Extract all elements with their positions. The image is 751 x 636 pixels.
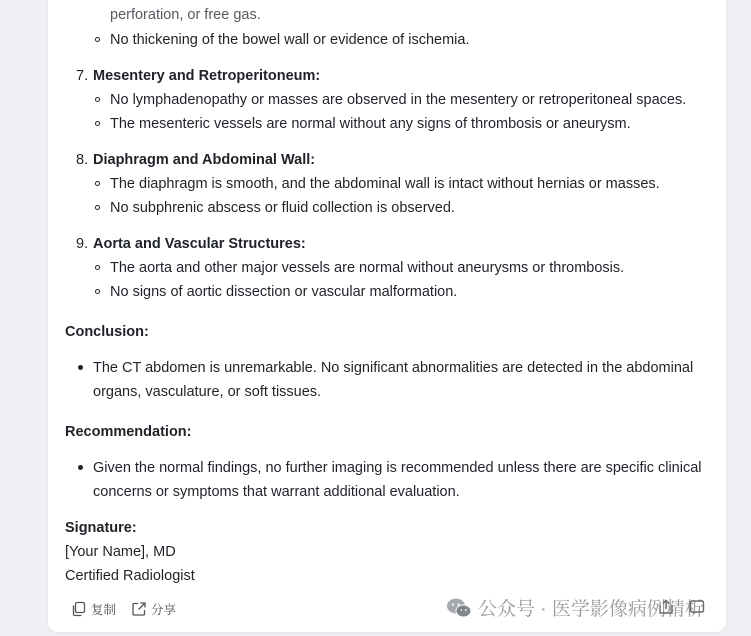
section-9-heading: Aorta and Vascular Structures:	[93, 236, 306, 252]
conclusion-line-1: The CT abdomen is unremarkable. No significant abnormalities are detected in the abdominal	[93, 360, 694, 376]
share-icon	[131, 601, 147, 617]
bullet-marker	[78, 465, 83, 470]
share-label: 分享	[151, 603, 177, 617]
conclusion-line-2: organs, vasculature, or soft tissues.	[93, 384, 322, 400]
bullet-marker	[95, 97, 100, 102]
bullet-marker	[95, 181, 100, 186]
top-bullet: No thickening of the bowel wall or evidence of ischemia.	[110, 32, 470, 48]
section-7-bullet-1: No lymphadenopathy or masses are observed in the mesentery or retroperitoneal spaces.	[110, 92, 687, 108]
section-7-heading: Mesentery and Retroperitoneum:	[93, 68, 321, 84]
signature-heading: Signature:	[65, 520, 137, 536]
watermark	[446, 594, 704, 621]
signature-name: [Your Name], MD	[65, 544, 176, 560]
section-7-bullet-2: The mesenteric vessels are normal without any signs of thrombosis or aneurysm.	[110, 116, 631, 132]
bullet-marker	[78, 365, 83, 370]
section-8-number: 8.	[76, 152, 89, 168]
recommendation-line-1: Given the normal findings, no further imaging is recommended unless there are specific clinical	[93, 460, 702, 476]
wechat-icon	[446, 597, 472, 619]
section-8-bullet-2: No subphrenic abscess or fluid collection is observed.	[110, 200, 455, 216]
section-9-bullet-1: The aorta and other major vessels are normal without aneurysms or thrombosis.	[110, 260, 625, 276]
watermark-text: 公众号 · 医学影像病例精析	[478, 599, 704, 620]
bullet-marker	[95, 265, 100, 270]
copy-label: 复制	[91, 603, 117, 617]
partial-line: perforation, or free gas.	[110, 7, 261, 23]
copy-button[interactable]	[71, 600, 116, 618]
bullet-marker	[95, 289, 100, 294]
section-8-bullet-1: The diaphragm is smooth, and the abdominal wall is intact without hernias or masses.	[110, 176, 660, 192]
recommendation-line-2: concerns or symptoms that warrant additional evaluation.	[93, 484, 460, 500]
conclusion-heading: Conclusion:	[65, 324, 149, 340]
bullet-marker	[95, 121, 100, 126]
section-9-bullet-2: No signs of aortic dissection or vascular malformation.	[110, 284, 458, 300]
section-7-number: 7.	[76, 68, 89, 84]
recommendation-heading: Recommendation:	[65, 424, 192, 440]
bullet-marker	[95, 205, 100, 210]
share-button[interactable]	[131, 600, 176, 618]
copy-icon	[71, 601, 87, 617]
signature-title: Certified Radiologist	[65, 568, 195, 584]
bullet-marker	[95, 37, 100, 42]
section-8-heading: Diaphragm and Abdominal Wall:	[93, 152, 316, 168]
section-9-number: 9.	[76, 236, 89, 252]
